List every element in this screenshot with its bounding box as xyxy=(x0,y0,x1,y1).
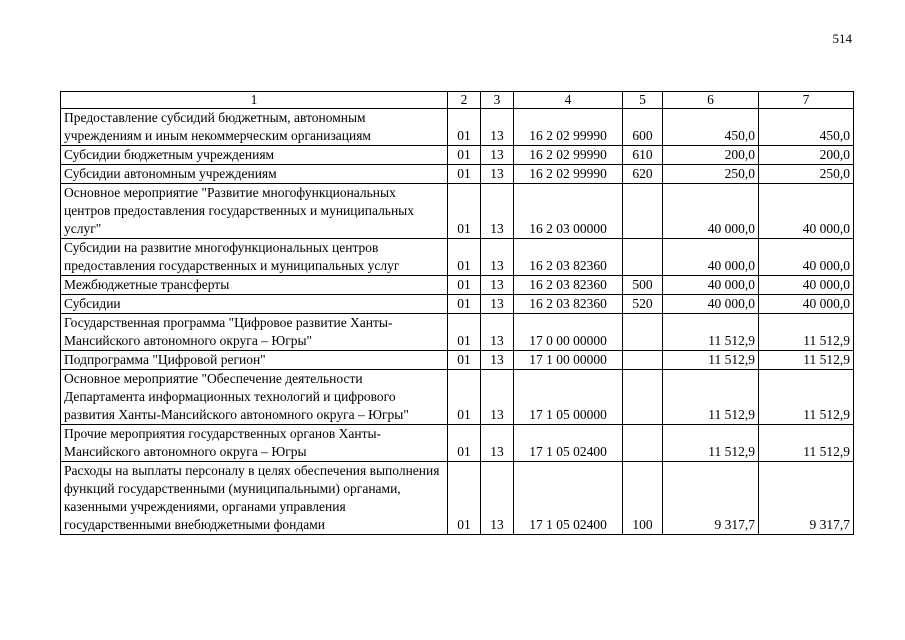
row-name: Прочие мероприятия государственных органов Ханты-Мансийского автономного округа – Югры xyxy=(61,425,448,462)
row-target-code: 16 2 02 99990 xyxy=(514,109,623,146)
row-name: Межбюджетные трансферты xyxy=(61,276,448,295)
row-name: Основное мероприятие "Обеспечение деятельности Департамента информационных технологий и цифрового развития Ханты-Мансийского автономного округа – Югры" xyxy=(61,370,448,425)
row-name: Субсидии бюджетным учреждениям xyxy=(61,146,448,165)
row-section: 01 xyxy=(448,239,481,276)
budget-table xyxy=(60,91,854,535)
page-number: 514 xyxy=(832,31,852,46)
row-target-code: 16 2 03 00000 xyxy=(514,184,623,239)
row-section: 01 xyxy=(448,109,481,146)
table-row xyxy=(61,239,854,276)
row-amount-6: 11 512,9 xyxy=(663,314,759,351)
table-row xyxy=(61,295,854,314)
row-amount-7: 9 317,7 xyxy=(759,462,854,535)
row-amount-6: 40 000,0 xyxy=(663,239,759,276)
row-subsection: 13 xyxy=(481,109,514,146)
header-col-6: 6 xyxy=(663,92,759,109)
header-col-4: 4 xyxy=(514,92,623,109)
row-subsection: 13 xyxy=(481,184,514,239)
row-expense-type xyxy=(623,239,663,276)
row-target-code: 16 2 03 82360 xyxy=(514,276,623,295)
header-col-7: 7 xyxy=(759,92,854,109)
row-target-code: 17 1 05 00000 xyxy=(514,370,623,425)
row-expense-type: 620 xyxy=(623,165,663,184)
row-amount-6: 11 512,9 xyxy=(663,370,759,425)
header-col-5: 5 xyxy=(623,92,663,109)
row-amount-7: 40 000,0 xyxy=(759,184,854,239)
row-section: 01 xyxy=(448,351,481,370)
row-amount-6: 40 000,0 xyxy=(663,184,759,239)
header-col-2: 2 xyxy=(448,92,481,109)
row-subsection: 13 xyxy=(481,314,514,351)
row-target-code: 16 2 03 82360 xyxy=(514,239,623,276)
row-section: 01 xyxy=(448,314,481,351)
row-name: Субсидии xyxy=(61,295,448,314)
table-row xyxy=(61,351,854,370)
row-name: Предоставление субсидий бюджетным, автономным учреждениям и иным некоммерческим организациям xyxy=(61,109,448,146)
row-subsection: 13 xyxy=(481,146,514,165)
row-section: 01 xyxy=(448,146,481,165)
row-expense-type xyxy=(623,314,663,351)
table-body xyxy=(61,109,854,535)
table-row xyxy=(61,184,854,239)
row-name: Государственная программа "Цифровое развитие Ханты-Мансийского автономного округа – Югры" xyxy=(61,314,448,351)
table-row xyxy=(61,314,854,351)
row-subsection: 13 xyxy=(481,351,514,370)
row-subsection: 13 xyxy=(481,165,514,184)
row-amount-7: 450,0 xyxy=(759,109,854,146)
row-section: 01 xyxy=(448,276,481,295)
row-expense-type: 610 xyxy=(623,146,663,165)
table-header-row xyxy=(61,92,854,109)
row-name: Подпрограмма "Цифровой регион" xyxy=(61,351,448,370)
row-amount-7: 250,0 xyxy=(759,165,854,184)
row-amount-6: 9 317,7 xyxy=(663,462,759,535)
row-name: Субсидии на развитие многофункциональных центров предоставления государственных и муниципальных услуг xyxy=(61,239,448,276)
row-amount-7: 11 512,9 xyxy=(759,351,854,370)
row-target-code: 16 2 02 99990 xyxy=(514,165,623,184)
header-col-3: 3 xyxy=(481,92,514,109)
row-amount-7: 11 512,9 xyxy=(759,425,854,462)
row-expense-type: 600 xyxy=(623,109,663,146)
row-name: Субсидии автономным учреждениям xyxy=(61,165,448,184)
row-amount-7: 40 000,0 xyxy=(759,295,854,314)
row-expense-type xyxy=(623,351,663,370)
row-amount-7: 11 512,9 xyxy=(759,314,854,351)
row-amount-7: 200,0 xyxy=(759,146,854,165)
row-section: 01 xyxy=(448,425,481,462)
table-row xyxy=(61,370,854,425)
row-target-code: 17 1 00 00000 xyxy=(514,351,623,370)
row-amount-6: 450,0 xyxy=(663,109,759,146)
table-row xyxy=(61,276,854,295)
row-subsection: 13 xyxy=(481,276,514,295)
table-row xyxy=(61,462,854,535)
row-section: 01 xyxy=(448,462,481,535)
row-target-code: 17 0 00 00000 xyxy=(514,314,623,351)
row-amount-7: 11 512,9 xyxy=(759,370,854,425)
row-section: 01 xyxy=(448,370,481,425)
row-expense-type: 520 xyxy=(623,295,663,314)
row-subsection: 13 xyxy=(481,370,514,425)
row-section: 01 xyxy=(448,165,481,184)
row-subsection: 13 xyxy=(481,239,514,276)
row-amount-6: 11 512,9 xyxy=(663,425,759,462)
header-col-1: 1 xyxy=(61,92,448,109)
table-row xyxy=(61,165,854,184)
row-section: 01 xyxy=(448,295,481,314)
row-amount-6: 40 000,0 xyxy=(663,295,759,314)
row-subsection: 13 xyxy=(481,425,514,462)
row-target-code: 17 1 05 02400 xyxy=(514,425,623,462)
row-expense-type xyxy=(623,370,663,425)
row-subsection: 13 xyxy=(481,462,514,535)
row-expense-type xyxy=(623,184,663,239)
row-section: 01 xyxy=(448,184,481,239)
table-row xyxy=(61,109,854,146)
row-name: Основное мероприятие "Развитие многофункциональных центров предоставления государственных и муниципальных услуг" xyxy=(61,184,448,239)
row-amount-6: 200,0 xyxy=(663,146,759,165)
row-amount-6: 40 000,0 xyxy=(663,276,759,295)
row-target-code: 16 2 03 82360 xyxy=(514,295,623,314)
row-amount-7: 40 000,0 xyxy=(759,276,854,295)
row-target-code: 16 2 02 99990 xyxy=(514,146,623,165)
table-row xyxy=(61,425,854,462)
row-expense-type: 500 xyxy=(623,276,663,295)
row-target-code: 17 1 05 02400 xyxy=(514,462,623,535)
table-row xyxy=(61,146,854,165)
row-name: Расходы на выплаты персоналу в целях обеспечения выполнения функций государственными (муниципальными) органами, казенными учреждениями, органами управления государственными внебюджетными фондами xyxy=(61,462,448,535)
row-expense-type: 100 xyxy=(623,462,663,535)
row-amount-6: 250,0 xyxy=(663,165,759,184)
row-amount-6: 11 512,9 xyxy=(663,351,759,370)
row-amount-7: 40 000,0 xyxy=(759,239,854,276)
row-subsection: 13 xyxy=(481,295,514,314)
row-expense-type xyxy=(623,425,663,462)
